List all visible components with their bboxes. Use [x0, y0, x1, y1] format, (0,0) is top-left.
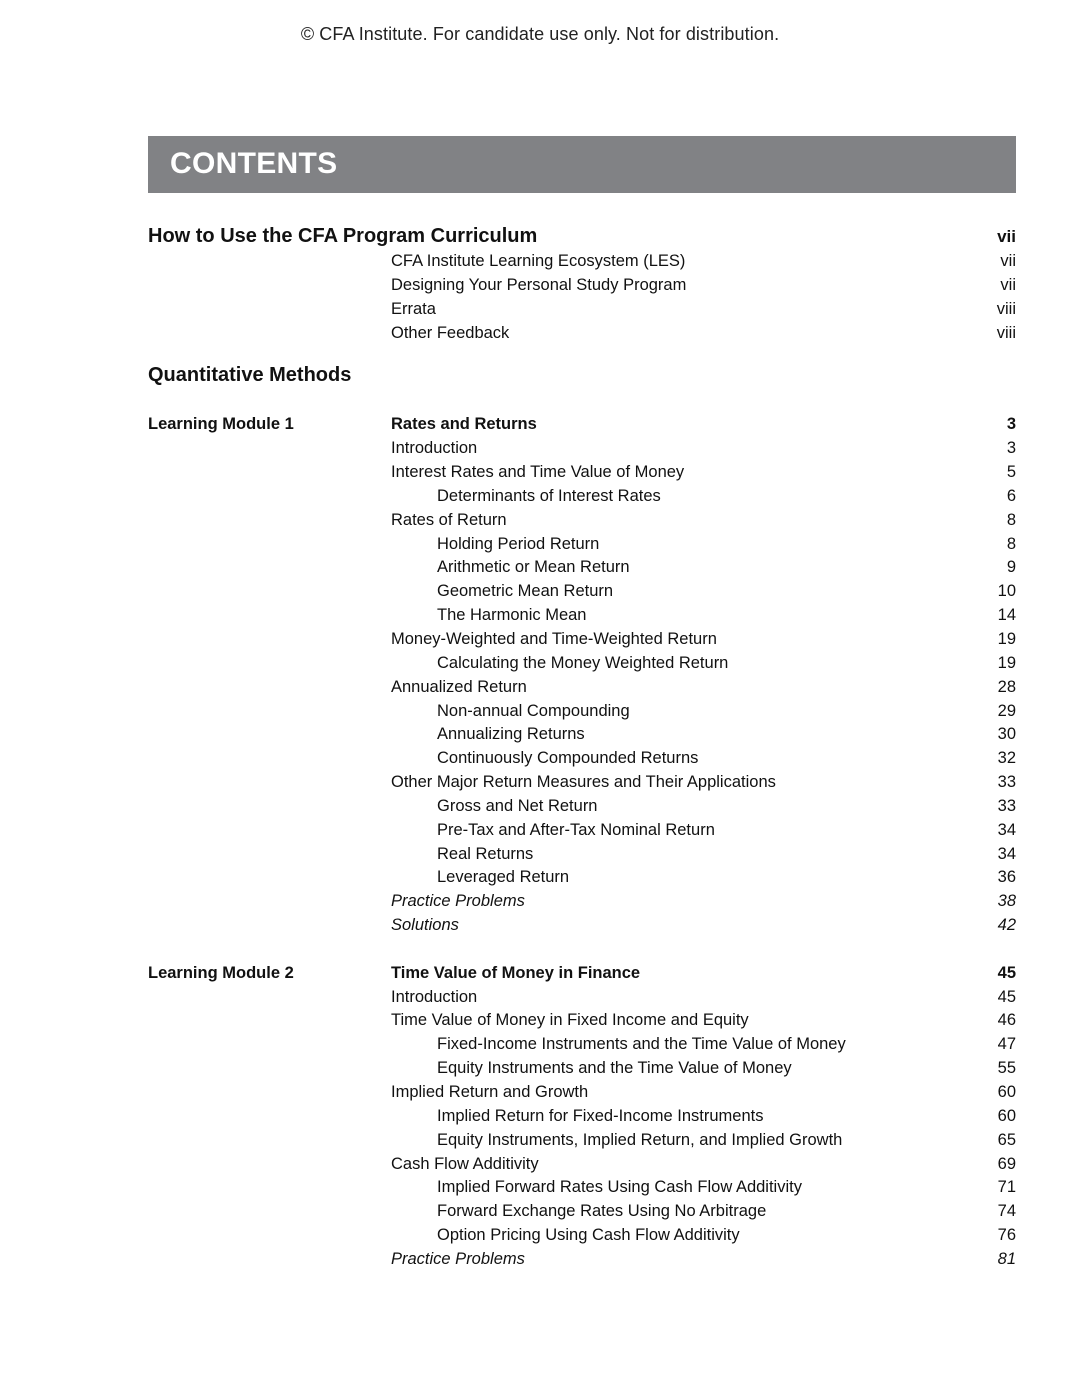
toc-entry-title: Rates of Return: [391, 510, 507, 529]
toc-entry-page: 69: [997, 1154, 1016, 1173]
toc-entry-page: vii: [997, 227, 1016, 246]
toc-entry-title: Introduction: [391, 439, 478, 458]
toc-entry-title: Interest Rates and Time Value of Money: [391, 463, 685, 482]
toc-entry-page: vii: [1000, 275, 1016, 294]
toc-entry-title: Forward Exchange Rates Using No Arbitrage: [437, 1202, 767, 1221]
toc-entry-title: Equity Instruments and the Time Value of Money: [437, 1059, 792, 1078]
toc-entry-page: 76: [997, 1226, 1016, 1245]
learning-module-heading[interactable]: [148, 413, 1016, 437]
toc-entry-title: CFA Institute Learning Ecosystem (LES): [391, 252, 686, 270]
toc-entry-title: Arithmetic or Mean Return: [437, 558, 630, 577]
toc-entry-page: 60: [997, 1083, 1016, 1101]
toc-entry[interactable]: [148, 1200, 1016, 1224]
toc-entry-intro[interactable]: [148, 225, 1016, 250]
toc-entry-page: 42: [997, 916, 1016, 935]
toc-entry[interactable]: [148, 1081, 1016, 1105]
toc-entry-title: Non-annual Compounding: [437, 701, 630, 720]
toc-entry-title: Implied Return for Fixed-Income Instruments: [437, 1106, 764, 1125]
toc-entry-page: viii: [996, 299, 1016, 318]
table-of-contents: [148, 225, 1016, 1272]
toc-entry-page: 19: [997, 629, 1016, 648]
toc-entry-title: Calculating the Money Weighted Return: [437, 653, 729, 672]
toc-entry[interactable]: [148, 1033, 1016, 1057]
toc-entry[interactable]: [148, 1248, 1016, 1272]
toc-entry[interactable]: [148, 1224, 1016, 1248]
toc-entry-title: Pre-Tax and After-Tax Nominal Return: [437, 820, 715, 839]
toc-entry[interactable]: [148, 747, 1016, 771]
toc-entry-page: 38: [997, 892, 1016, 911]
toc-entry-title: The Harmonic Mean: [437, 606, 587, 625]
toc-entry-page: 34: [997, 820, 1016, 839]
toc-entry[interactable]: [148, 700, 1016, 724]
toc-entry-page: 71: [997, 1178, 1016, 1197]
toc-entry-title: Implied Return and Growth: [391, 1083, 589, 1101]
toc-entry-title: Cash Flow Additivity: [391, 1154, 539, 1173]
learning-module-page: 3: [1006, 415, 1016, 434]
toc-entry[interactable]: [148, 914, 1016, 938]
toc-entry[interactable]: [148, 676, 1016, 700]
toc-entry-page: 5: [1006, 463, 1016, 482]
toc-entry-page: 33: [997, 773, 1016, 792]
toc-entry-page: vii: [1000, 252, 1016, 270]
toc-entry-title: Other Feedback: [391, 323, 510, 342]
toc-entry-title: Determinants of Interest Rates: [437, 486, 661, 505]
toc-entry[interactable]: [148, 604, 1016, 628]
learning-module-title: Time Value of Money in Finance: [391, 963, 641, 982]
toc-entry[interactable]: [148, 843, 1016, 867]
toc-entry[interactable]: [148, 1105, 1016, 1129]
toc-entry-page: 8: [1006, 534, 1016, 553]
toc-entry-title: Money-Weighted and Time-Weighted Return: [391, 629, 717, 648]
toc-entry-page: 6: [1006, 486, 1016, 505]
toc-entry[interactable]: [148, 652, 1016, 676]
toc-entry-title: Gross and Net Return: [437, 796, 598, 815]
toc-entry[interactable]: [148, 250, 1016, 274]
toc-entry-title: Leveraged Return: [437, 868, 570, 887]
toc-entry-title: Implied Forward Rates Using Cash Flow Additivity: [437, 1178, 802, 1197]
toc-entry-title: Designing Your Personal Study Program: [391, 275, 687, 294]
toc-entry-title: Time Value of Money in Fixed Income and Equity: [391, 1011, 749, 1030]
toc-entry-title: Errata: [391, 299, 436, 318]
toc-entry[interactable]: [148, 1009, 1016, 1033]
toc-entry[interactable]: [148, 461, 1016, 485]
toc-entry-page: 8: [1006, 510, 1016, 529]
toc-entry[interactable]: [148, 628, 1016, 652]
toc-entry-page: 65: [997, 1130, 1016, 1149]
toc-entry[interactable]: [148, 485, 1016, 509]
toc-entry-title: Introduction: [391, 987, 478, 1006]
toc-entry-page: 34: [997, 844, 1016, 863]
toc-entry[interactable]: [148, 723, 1016, 747]
toc-entry[interactable]: [148, 580, 1016, 604]
toc-entry[interactable]: [148, 533, 1016, 557]
contents-banner: [148, 136, 1016, 193]
learning-module-label: Learning Module 2: [148, 963, 294, 982]
toc-entry[interactable]: [148, 866, 1016, 890]
toc-entry[interactable]: [148, 1153, 1016, 1177]
toc-entry[interactable]: [148, 1057, 1016, 1081]
modules-list: [148, 413, 1016, 1271]
toc-entry[interactable]: [148, 274, 1016, 298]
toc-entry-title: Practice Problems: [391, 892, 525, 911]
toc-entry-page: 47: [997, 1035, 1016, 1054]
toc-entry-title: Real Returns: [437, 844, 534, 863]
toc-entry[interactable]: [148, 819, 1016, 843]
toc-entry[interactable]: [148, 771, 1016, 795]
toc-entry-title: Holding Period Return: [437, 534, 600, 553]
copyright-notice: © CFA Institute. For candidate use only. Not for distribution.: [300, 24, 780, 44]
toc-entry-page: 60: [997, 1106, 1016, 1125]
toc-entry-title: Annualized Return: [391, 677, 527, 696]
toc-entry-page: 36: [997, 868, 1016, 887]
learning-module-label: Learning Module 1: [148, 415, 294, 434]
toc-entry-page: 30: [997, 725, 1016, 744]
toc-entry-page: 3: [1006, 439, 1016, 458]
learning-module-page: 45: [997, 963, 1016, 982]
toc-entry-page: 29: [997, 701, 1016, 720]
contents-title: CONTENTS: [170, 147, 338, 180]
toc-entry-title: Other Major Return Measures and Their Applications: [391, 773, 776, 792]
toc-entry-page: 46: [997, 1011, 1016, 1030]
toc-entry-page: 33: [997, 796, 1016, 815]
toc-entry-page: 19: [997, 653, 1016, 672]
toc-entry-page: 81: [997, 1249, 1016, 1268]
toc-entry[interactable]: [148, 509, 1016, 533]
toc-entry-title: How to Use the CFA Program Curriculum: [148, 225, 538, 247]
toc-entry[interactable]: [148, 890, 1016, 914]
learning-module-heading[interactable]: [148, 962, 1016, 986]
toc-entry[interactable]: [148, 437, 1016, 461]
toc-entry-page: 14: [997, 606, 1016, 625]
toc-entry[interactable]: [148, 1129, 1016, 1153]
toc-entry[interactable]: [148, 298, 1016, 322]
toc-entry[interactable]: [148, 795, 1016, 819]
learning-module-title: Rates and Returns: [391, 415, 537, 434]
toc-entry[interactable]: [148, 986, 1016, 1010]
toc-entry[interactable]: [148, 322, 1016, 346]
toc-entry-title: Practice Problems: [391, 1249, 525, 1268]
toc-entry-title: Equity Instruments, Implied Return, and Implied Growth: [437, 1130, 843, 1149]
toc-entry-title: Annualizing Returns: [437, 725, 585, 744]
toc-entry-title: Option Pricing Using Cash Flow Additivity: [437, 1226, 740, 1245]
toc-entry-page: 10: [997, 582, 1016, 601]
toc-entry[interactable]: [148, 556, 1016, 580]
toc-entry[interactable]: [148, 1176, 1016, 1200]
toc-entry-page: 28: [997, 677, 1016, 696]
toc-entry-title: Geometric Mean Return: [437, 582, 614, 601]
toc-entry-title: Solutions: [391, 916, 459, 935]
toc-entry-page: 45: [997, 987, 1016, 1006]
toc-entry-page: 55: [997, 1059, 1016, 1078]
toc-entry-page: 74: [997, 1202, 1016, 1221]
toc-entry-page: 9: [1006, 558, 1016, 577]
toc-entry-page: viii: [996, 323, 1016, 342]
section-heading: Quantitative Methods: [148, 364, 352, 387]
toc-entry-title: Continuously Compounded Returns: [437, 749, 699, 768]
toc-entry-title: Fixed-Income Instruments and the Time Value of Money: [437, 1035, 846, 1054]
toc-entry-page: 32: [997, 749, 1016, 768]
